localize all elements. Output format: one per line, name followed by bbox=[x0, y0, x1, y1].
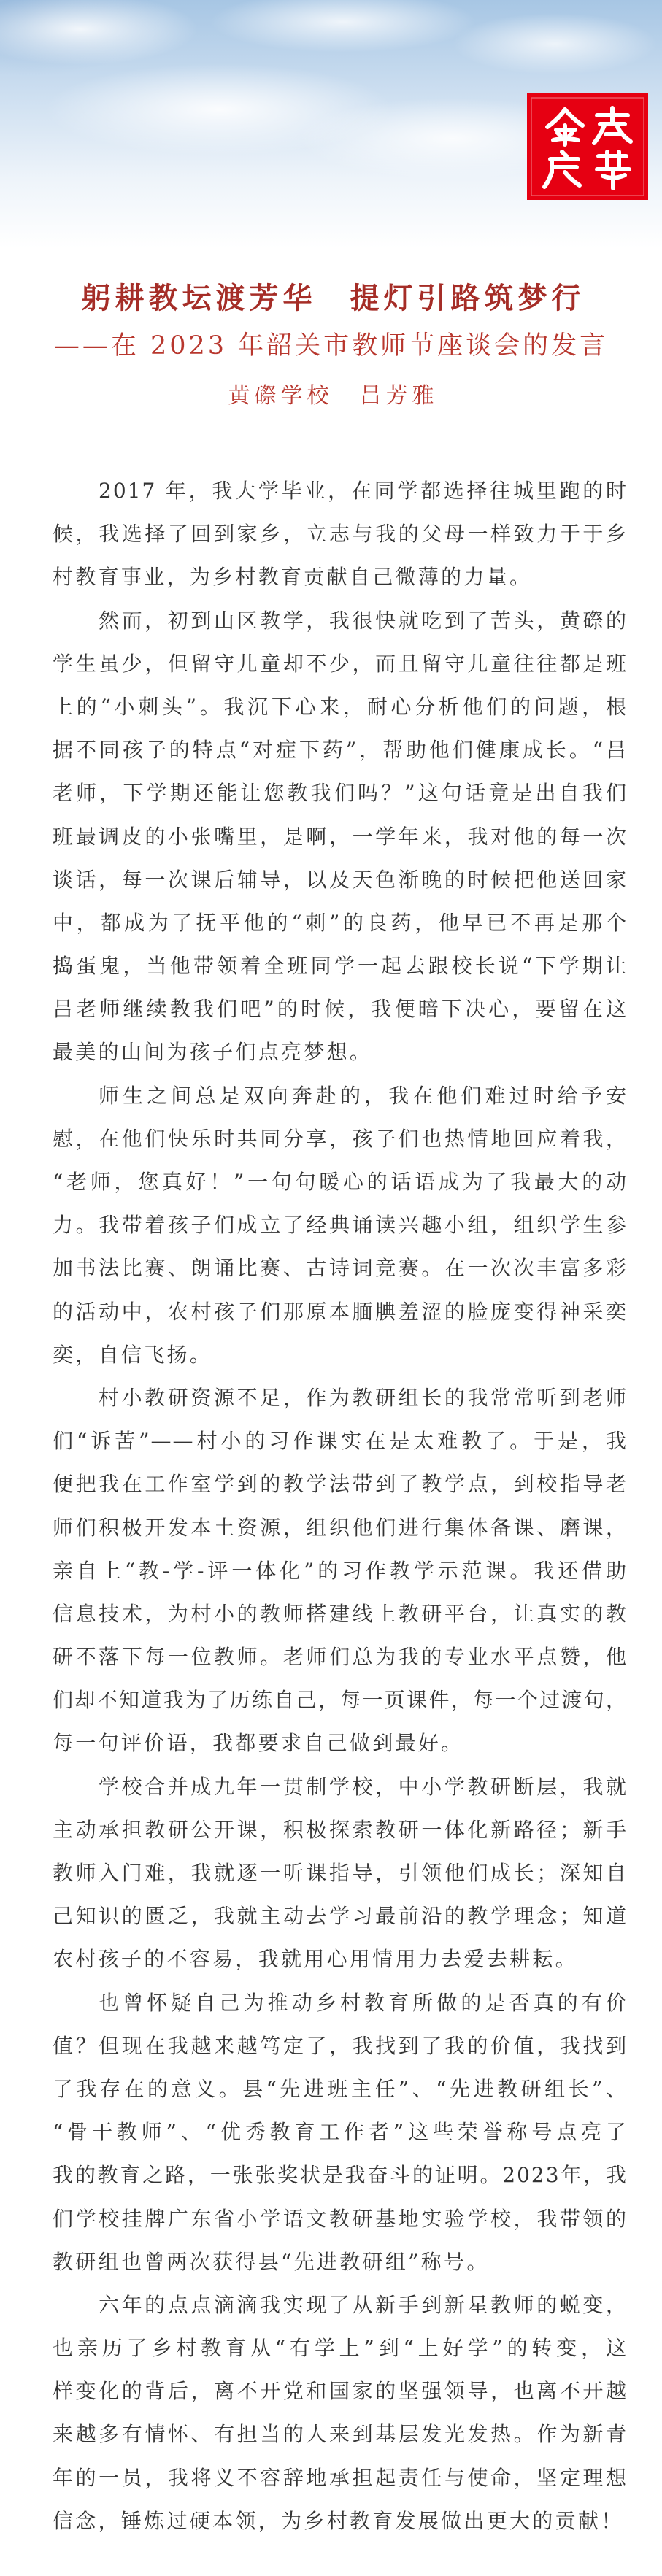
article-author: 黄磜学校 吕芳雅 bbox=[228, 383, 439, 409]
body-text-line: 六年的点点滴滴我实现了从新手到新星教师的蜕变， bbox=[99, 2292, 628, 2317]
body-text-line: 学生虽少，但留守儿童却不少，而且留守儿童往往都是班 bbox=[53, 651, 628, 676]
body-paragraph bbox=[53, 1765, 628, 1981]
body-text-line: 样变化的背后，离不开党和国家的坚强领导，也离不开越 bbox=[53, 2379, 628, 2404]
seal-logo bbox=[527, 93, 648, 200]
article-body bbox=[53, 469, 628, 2542]
body-text-line: 村小教研资源不足，作为教研组长的我常常听到老师 bbox=[99, 1385, 628, 1410]
body-text-line: 也曾怀疑自己为推动乡村教育所做的是否真的有价 bbox=[99, 1990, 628, 2015]
body-text-line: 年的一员，我将义不容辞地承担起责任与使命，坚定理想 bbox=[53, 2465, 628, 2490]
body-text-line: 奕，自信飞扬。 bbox=[53, 1342, 213, 1367]
body-text-line: 便把我在工作室学到的教学法带到了教学点，到校指导老 bbox=[53, 1472, 628, 1497]
body-text-line: 每一句评价语，我都要求自己做到最好。 bbox=[53, 1731, 464, 1756]
body-text-line: 候，我选择了回到家乡，立志与我的父母一样致力于于乡 bbox=[53, 522, 628, 547]
body-text-line: 2017 年，我大学毕业，在同学都选择往城里跑的时 bbox=[99, 479, 628, 503]
body-text-line: “老师，您真好！”一句句暖心的话语成为了我最大的动 bbox=[53, 1170, 628, 1194]
body-text-line: 信念，锤炼过硬本领，为乡村教育发展做出更大的贡献！ bbox=[53, 2508, 624, 2533]
body-text-line: 中，都成为了抚平他的“刺”的良药，他早已不再是那个 bbox=[53, 910, 628, 935]
body-text-line: 然而，初到山区教学，我很快就吃到了苦头，黄磜的 bbox=[99, 608, 628, 633]
body-text-line: 值？但现在我越来越笃定了，我找到了我的价值，我找到 bbox=[53, 2033, 628, 2058]
body-text-line: 我的教育之路，一张张奖状是我奋斗的证明。2023年，我 bbox=[53, 2163, 628, 2188]
body-paragraph bbox=[53, 1981, 628, 2283]
body-text-line: 慰，在他们快乐时共同分享，孩子们也热情地回应着我， bbox=[53, 1126, 628, 1151]
body-text-line: 力。我带着孩子们成立了经典诵读兴趣小组，组织学生参 bbox=[53, 1213, 628, 1238]
seal-calligraphy-icon bbox=[527, 93, 648, 200]
body-text-line: 的活动中，农村孩子们那原本腼腆羞涩的脸庞变得神采奕 bbox=[53, 1299, 628, 1324]
body-text-line: 也亲历了乡村教育从“有学上”到“上好学”的转变，这 bbox=[53, 2336, 628, 2361]
body-text-line: 研不落下每一位教师。老师们总为我的专业水平点赞，他 bbox=[53, 1645, 628, 1670]
body-text-line: 师生之间总是双向奔赴的，我在他们难过时给予安 bbox=[99, 1083, 628, 1108]
body-text-line: 学校合并成九年一贯制学校，中小学教研断层，我就 bbox=[99, 1774, 628, 1799]
body-text-line: “骨干教师”、“优秀教育工作者”这些荣誉称号点亮了 bbox=[53, 2120, 628, 2145]
body-text-line: 己知识的匮乏，我就主动去学习最前沿的教学理念；知道 bbox=[53, 1904, 628, 1929]
body-text-line: 吕老师继续教我们吧”的时候，我便暗下决心，要留在这 bbox=[53, 997, 628, 1022]
body-text-line: 上的“小刺头”。我沉下心来，耐心分析他们的问题，根 bbox=[53, 694, 628, 719]
article-subtitle: ——在 2023 年韶关市教师节座谈会的发言 bbox=[53, 331, 609, 360]
body-text-line: 信息技术，为村小的教师搭建线上教研平台，让真实的教 bbox=[53, 1601, 628, 1626]
body-paragraph bbox=[53, 1376, 628, 1765]
body-paragraph bbox=[53, 2283, 628, 2542]
body-text-line: 农村孩子的不容易，我就用心用情用力去爱去耕耘。 bbox=[53, 1947, 578, 1972]
body-text-line: 最美的山间为孩子们点亮梦想。 bbox=[53, 1040, 373, 1065]
body-paragraph bbox=[53, 1074, 628, 1376]
body-text-line: 们却不知道我为了历练自己，每一页课件，每一个过渡句， bbox=[53, 1688, 628, 1713]
body-text-line: 村教育事业，为乡村教育贡献自己微薄的力量。 bbox=[53, 565, 533, 590]
body-text-line: 加书法比赛、朗诵比赛、古诗词竞赛。在一次次丰富多彩 bbox=[53, 1256, 628, 1281]
body-text-line: 了我存在的意义。县“先进班主任”、“先进教研组长”、 bbox=[53, 2076, 628, 2101]
body-text-line: 来越多有情怀、有担当的人来到基层发光发热。作为新青 bbox=[53, 2422, 628, 2447]
body-text-line: 老师，下学期还能让您教我们吗？”这句话竟是出自我们 bbox=[53, 781, 628, 806]
body-text-line: 教研组也曾两次获得县“先进教研组”称号。 bbox=[53, 2249, 490, 2274]
body-text-line: 主动承担教研公开课，积极探索教研一体化新路径；新手 bbox=[53, 1817, 628, 1842]
body-paragraph bbox=[53, 599, 628, 1074]
body-text-line: 们学校挂牌广东省小学语文教研基地实验学校，我带领的 bbox=[53, 2206, 628, 2231]
body-text-line: 教师入门难，我就逐一听课指导，引领他们成长；深知自 bbox=[53, 1861, 628, 1885]
body-text-line: 师们积极开发本土资源，组织他们进行集体备课、磨课， bbox=[53, 1515, 628, 1540]
body-paragraph bbox=[53, 469, 628, 599]
body-text-line: 谈话，每一次课后辅导，以及天色渐晚的时候把他送回家 bbox=[53, 867, 628, 892]
body-text-line: 捣蛋鬼，当他带领着全班同学一起去跟校长说“下学期让 bbox=[53, 954, 628, 979]
body-text-line: 们“诉苦”——村小的习作课实在是太难教了。于是，我 bbox=[53, 1429, 628, 1454]
body-text-line: 亲自上“教-学-评一体化”的习作教学示范课。我还借助 bbox=[53, 1558, 628, 1583]
body-text-line: 班最调皮的小张嘴里，是啊，一学年来，我对他的每一次 bbox=[53, 824, 628, 849]
body-text-line: 据不同孩子的特点“对症下药”，帮助他们健康成长。“吕 bbox=[53, 738, 628, 763]
article-title: 躬耕教坛渡芳华 提灯引路筑梦行 bbox=[81, 281, 585, 315]
